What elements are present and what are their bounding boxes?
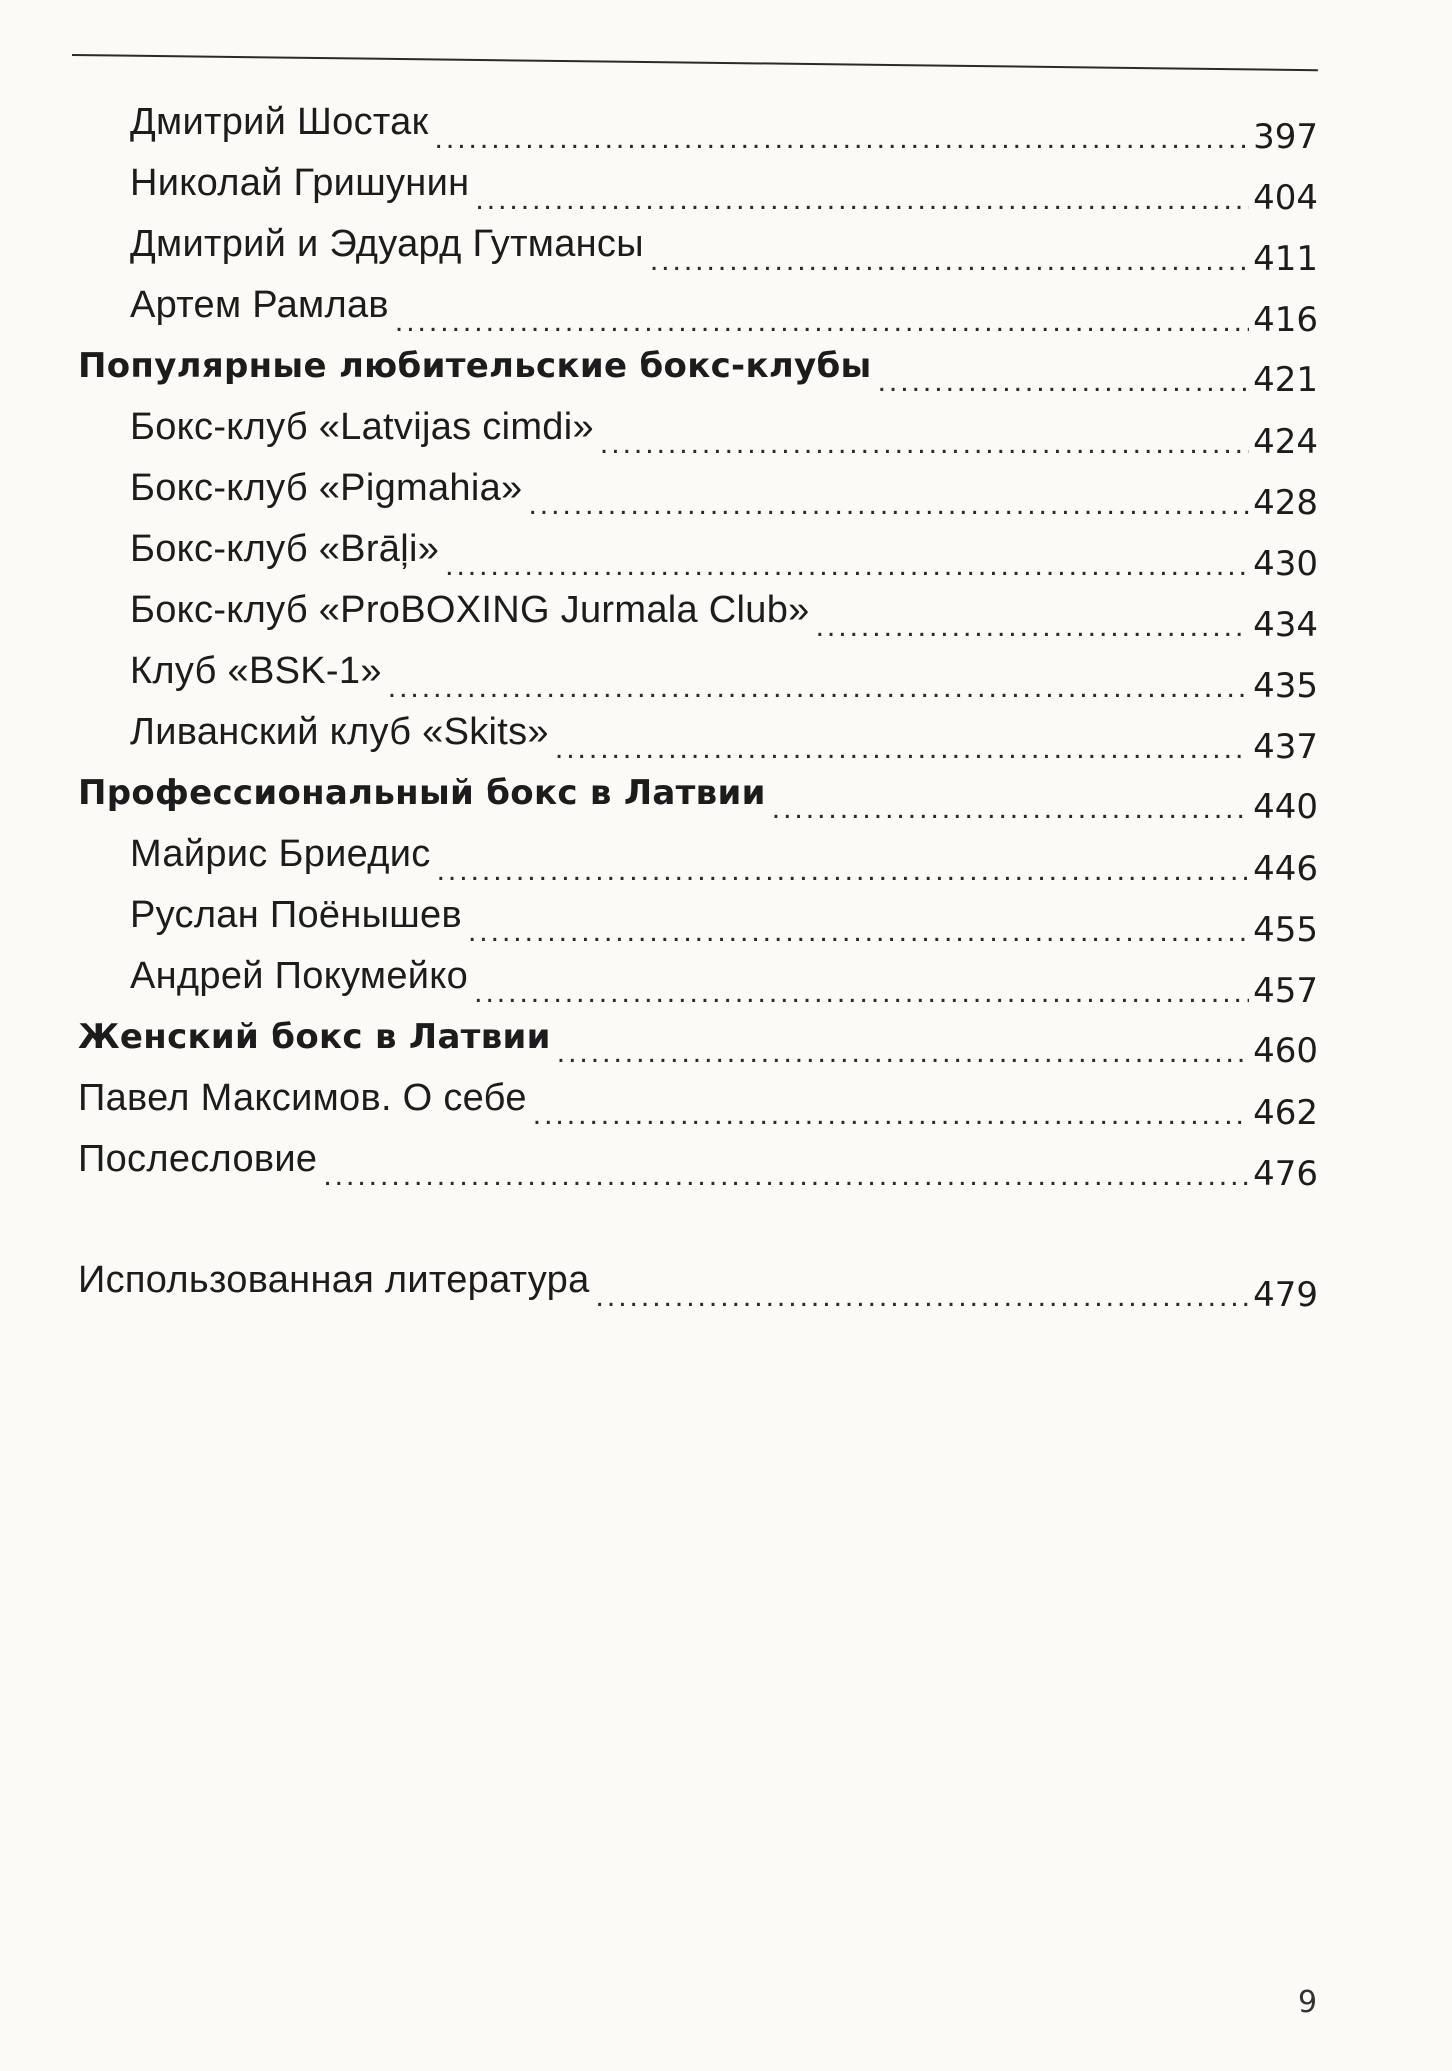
toc-entry <box>78 824 1318 889</box>
toc-entry-title: Андрей Покумейко <box>130 955 469 997</box>
toc-entry-title: Бокс-клуб «Brāļi» <box>130 528 440 570</box>
toc-entry <box>78 885 1318 950</box>
toc-entry-title: Клуб «BSK-1» <box>130 650 382 692</box>
toc-entry <box>78 1129 1318 1194</box>
toc-entry-title: Бокс-клуб «Latvijas cimdi» <box>130 406 594 448</box>
page-number: 9 <box>1298 1985 1318 2020</box>
toc-entry-title: Артем Рамлав <box>130 284 389 326</box>
toc-entry-page: 479 <box>1253 1275 1318 1315</box>
toc-section-title: Популярные любительские бокс-клубы <box>78 346 872 386</box>
toc-entry-page: 455 <box>1253 910 1318 950</box>
toc-entry-title: Дмитрий и Эдуард Гутмансы <box>130 223 644 265</box>
toc-entry-title: Майрис Бриедис <box>130 833 431 875</box>
toc-entry-page: 437 <box>1253 727 1318 767</box>
toc-entry <box>78 153 1318 218</box>
dot-leader <box>596 1266 1250 1327</box>
toc-entry-page: 440 <box>1253 787 1318 827</box>
header-rule <box>72 54 1318 71</box>
toc-entry-page: 476 <box>1253 1154 1318 1194</box>
toc-entry <box>78 214 1318 279</box>
toc-entry <box>78 946 1318 1011</box>
toc-entry <box>78 641 1318 706</box>
toc-entry-title: Павел Максимов. О себе <box>78 1077 527 1119</box>
toc-entry-page: 446 <box>1253 849 1318 889</box>
toc-entry <box>78 92 1318 157</box>
toc-section-entry <box>78 1007 1318 1071</box>
toc-entry-title: Николай Гришунин <box>130 162 470 204</box>
toc-section-entry <box>78 336 1318 400</box>
toc-entry-title: Дмитрий Шостак <box>130 101 429 143</box>
toc-entry <box>78 397 1318 462</box>
toc-entry-page: 430 <box>1253 544 1318 584</box>
toc-entry <box>78 1250 1318 1315</box>
toc-entry-title: Использованная литература <box>78 1259 590 1301</box>
toc-entry <box>78 519 1318 584</box>
toc-entry-page: 421 <box>1253 360 1318 400</box>
toc-entry-page: 397 <box>1253 117 1318 157</box>
toc-entry-page: 428 <box>1253 483 1318 523</box>
toc-entry-page: 457 <box>1253 971 1318 1011</box>
toc-entry <box>78 1068 1318 1133</box>
toc-entry <box>78 580 1318 645</box>
toc-section-title: Женский бокс в Латвии <box>78 1017 551 1057</box>
toc-entry-page: 416 <box>1253 300 1318 340</box>
toc-entry-title: Бокс-клуб «ProBOXING Jurmala Club» <box>130 589 810 631</box>
toc-section-entry <box>78 763 1318 827</box>
toc-entry-title: Послесловие <box>78 1138 318 1180</box>
toc-entry-title: Ливанский клуб «Skits» <box>130 711 549 753</box>
toc-entry <box>78 702 1318 767</box>
toc-entry-page: 462 <box>1253 1093 1318 1133</box>
toc-entry-page: 411 <box>1253 239 1318 279</box>
toc-entry-page: 424 <box>1253 422 1318 462</box>
toc-entry-title: Бокс-клуб «Pigmahia» <box>130 467 523 509</box>
toc-entry-title: Руслан Поёнышев <box>130 894 462 936</box>
toc-entry-page: 460 <box>1253 1031 1318 1071</box>
toc-section-title: Профессиональный бокс в Латвии <box>78 773 766 813</box>
dot-leader <box>323 1145 1249 1206</box>
toc-entry <box>78 458 1318 523</box>
toc-entry-page: 434 <box>1253 605 1318 645</box>
toc-entry <box>78 275 1318 340</box>
table-of-contents <box>78 92 1318 1315</box>
toc-entry-page: 404 <box>1253 178 1318 218</box>
toc-entry-page: 435 <box>1253 666 1318 706</box>
